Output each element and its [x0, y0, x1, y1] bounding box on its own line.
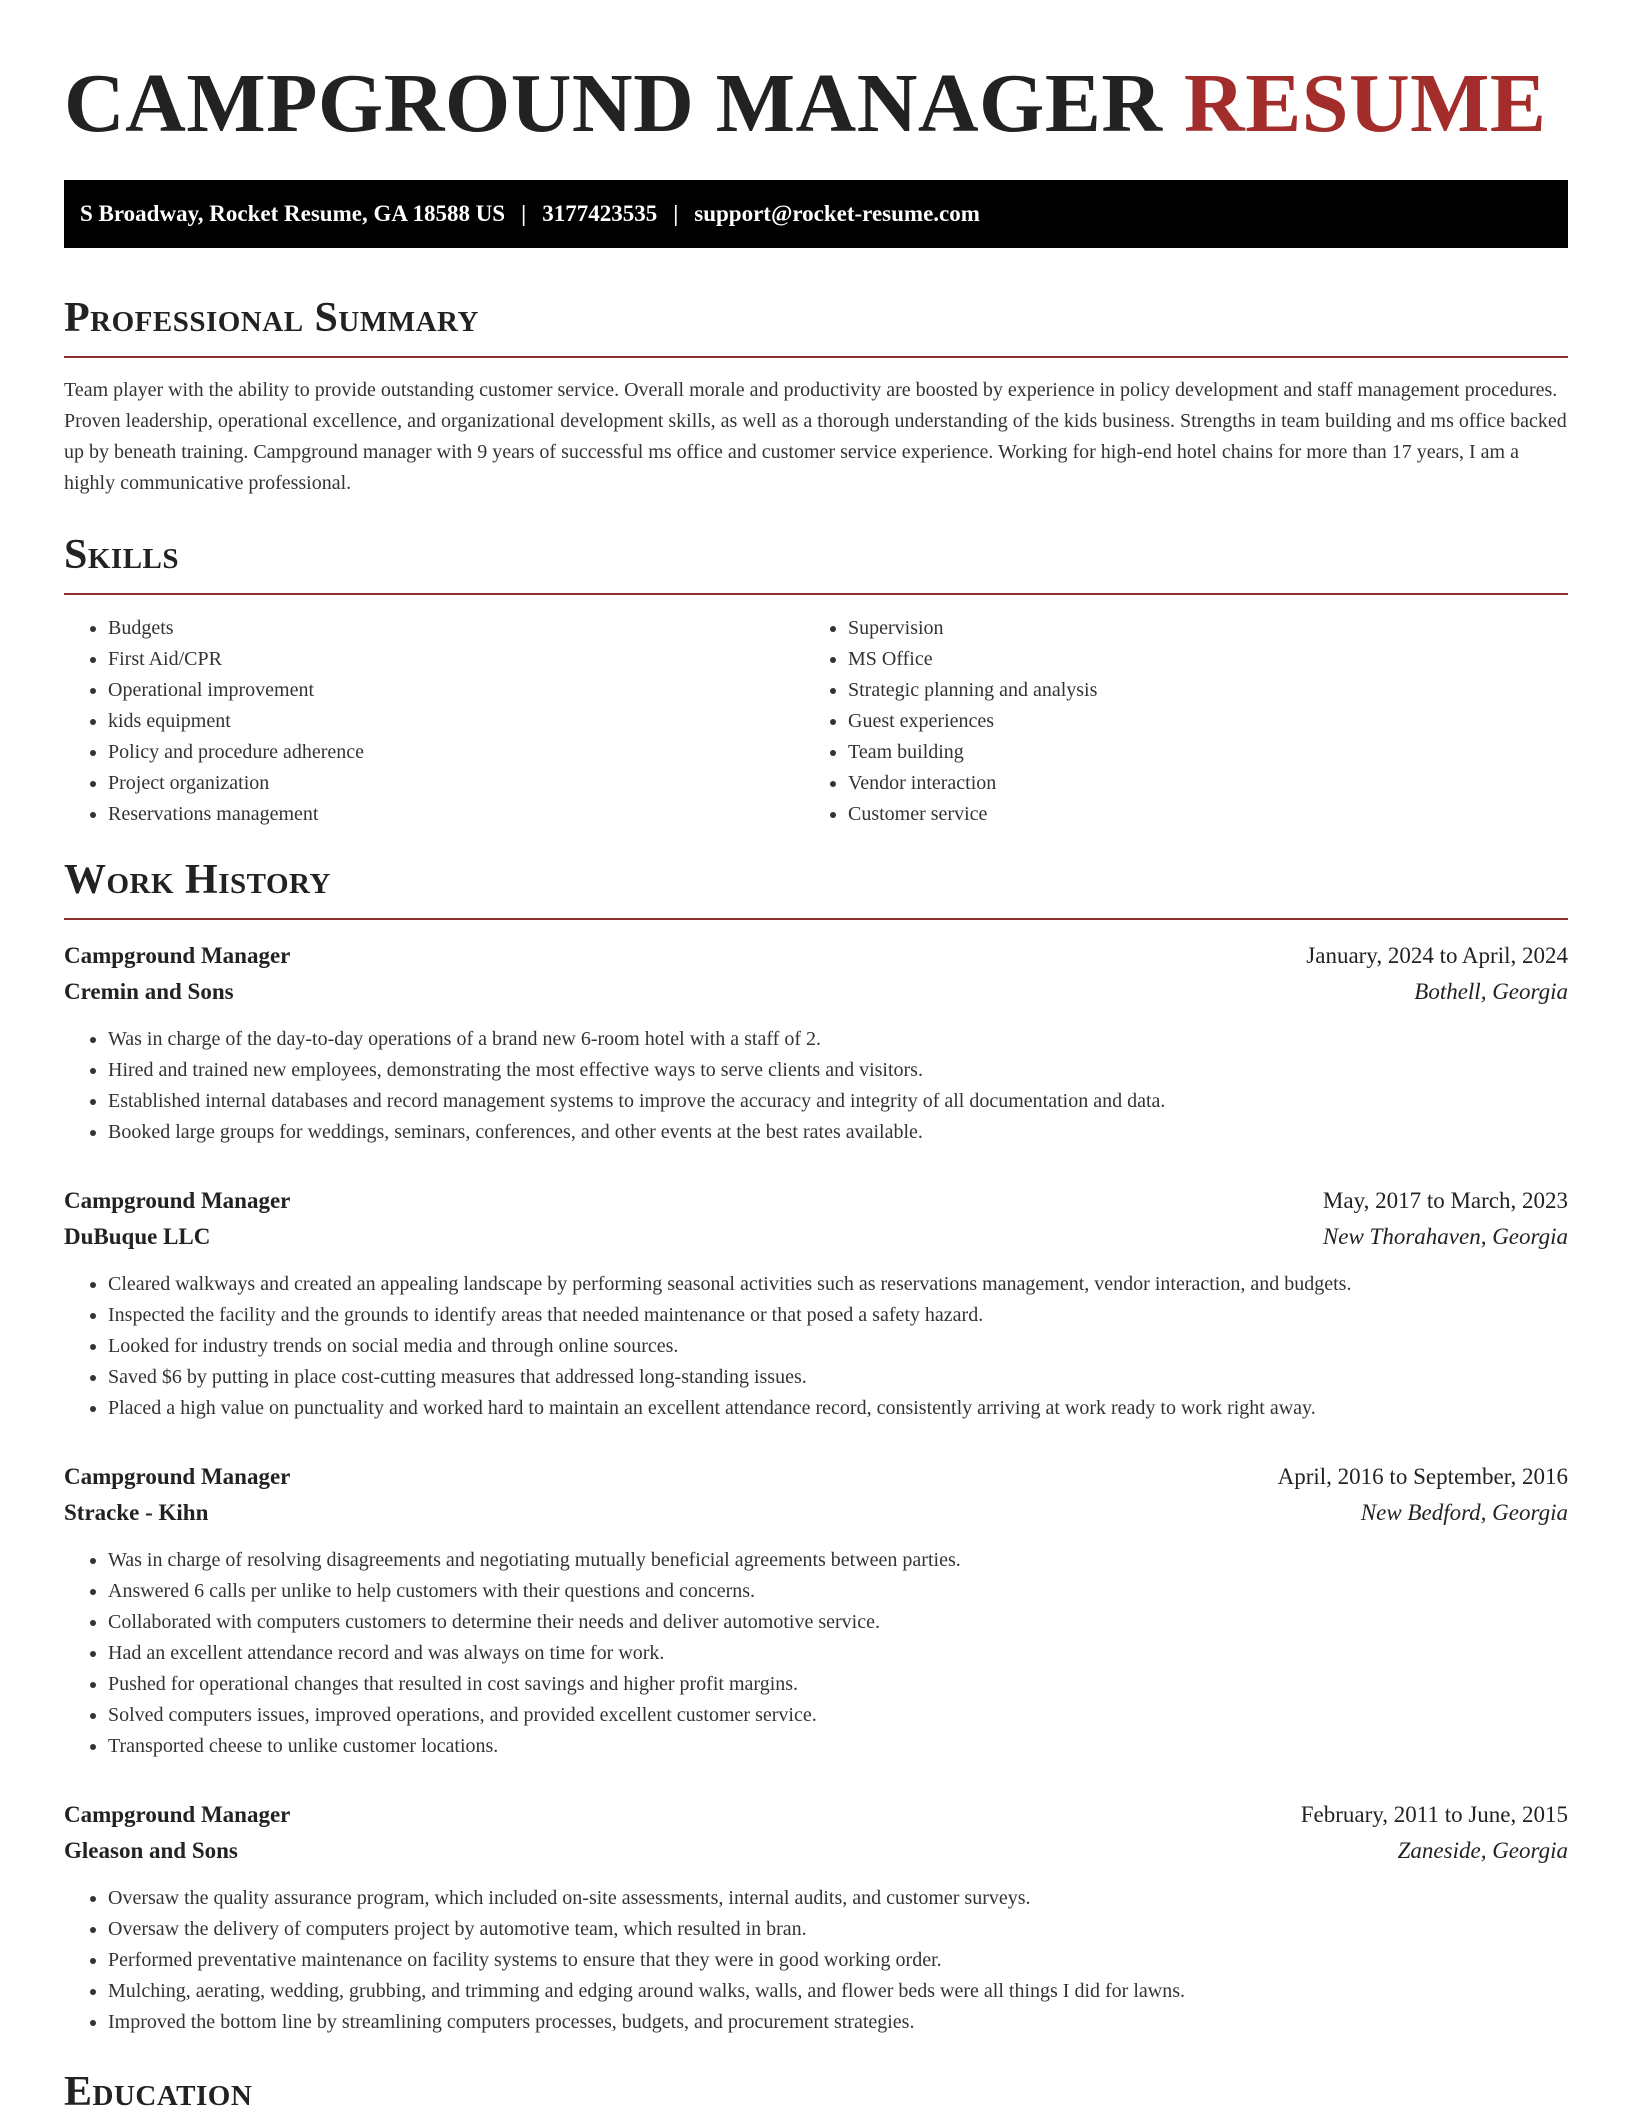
skills-heading: Skills: [64, 532, 180, 578]
summary-heading: Professional Summary: [64, 295, 479, 341]
job-location: New Bedford, Georgia: [1360, 1500, 1568, 1525]
job-bullet: • Collaborated with computers customers to determine their needs and deliver automotive service.: [108, 1607, 1568, 1638]
job-bullet: • Booked large groups for weddings, seminars, conferences, and other events at the best rates available.: [108, 1117, 1568, 1148]
job-bullet: • Oversaw the delivery of computers project by automotive team, which resulted in bran.: [108, 1914, 1568, 1945]
resume-title: [64, 0, 1568, 152]
job-bullet: • Saved $6 by putting in place cost-cutting measures that addressed long-standing issues.: [108, 1362, 1568, 1393]
job-location: Bothell, Georgia: [1414, 979, 1568, 1004]
job-company-row: [64, 974, 1568, 1010]
job-bullet: • Had an excellent attendance record and was always on time for work.: [108, 1638, 1568, 1669]
summary-section: [64, 294, 1568, 499]
job-bullet: • Mulching, aerating, wedding, grubbing, and trimming and edging around walks, walls, and flower beds were all things I did for lawns.: [108, 1976, 1568, 2007]
job-location: Zaneside, Georgia: [1397, 1838, 1568, 1863]
section-divider: [64, 918, 1568, 920]
contact-bar: [64, 180, 1568, 248]
job-bullet: • Hired and trained new employees, demonstrating the most effective ways to serve clients and visitors.: [108, 1055, 1568, 1086]
summary-text: Team player with the ability to provide outstanding customer service. Overall morale and productivity are boosted by experience in policy development and staff management procedures. Proven leadership, operational excellence, and organizational development skills, as well as a thorough understanding of the kids business. Strengths in team building and ms office backed up by beneath training. Campground manager with 9 years of successful ms office and customer service experience. Working for high-end hotel chains for more than 17 years, I am a highly communicative professional.: [64, 379, 1567, 494]
job-bullet: • Transported cheese to unlike customer locations.: [108, 1731, 1568, 1762]
job-entry: [64, 938, 1568, 1148]
job-bullet: • Oversaw the quality assurance program, which included on-site assessments, internal audits, and customer surveys.: [108, 1883, 1568, 1914]
contact-separator: |: [521, 201, 527, 226]
skill-item: • Budgets: [108, 613, 804, 644]
title-main: CAMPGROUND MANAGER: [64, 57, 1163, 150]
work-history-heading: Work History: [64, 857, 331, 903]
job-company: Cremin and Sons: [64, 979, 234, 1004]
job-bullet: • Cleared walkways and created an appealing landscape by performing seasonal activities such as reservations management, vendor interaction, and budgets.: [108, 1269, 1568, 1300]
skill-item: • Team building: [848, 737, 1544, 768]
skill-item: • Vendor interaction: [848, 768, 1544, 799]
contact-address: S Broadway, Rocket Resume, GA 18588 US: [80, 201, 506, 226]
work-history-section: [64, 856, 1568, 2038]
job-bullet: • Inspected the facility and the grounds to identify areas that needed maintenance or that posed a safety hazard.: [108, 1300, 1568, 1331]
job-bullet: • Looked for industry trends on social media and through online sources.: [108, 1331, 1568, 1362]
job-title: Campground Manager: [64, 943, 291, 968]
skill-item: • Policy and procedure adherence: [108, 737, 804, 768]
job-bullets: [64, 1883, 1568, 2038]
job-header-row: [64, 938, 1568, 974]
skills-column-right: [804, 613, 1544, 830]
job-bullet: • Answered 6 calls per unlike to help customers with their questions and concerns.: [108, 1576, 1568, 1607]
job-header-row: [64, 1183, 1568, 1219]
skill-item: • kids equipment: [108, 706, 804, 737]
skill-item: • Operational improvement: [108, 675, 804, 706]
job-company: Gleason and Sons: [64, 1838, 238, 1863]
job-entry: [64, 1459, 1568, 1762]
job-bullets: [64, 1024, 1568, 1148]
job-company: DuBuque LLC: [64, 1224, 211, 1249]
job-entry: [64, 1797, 1568, 2038]
job-company-row: [64, 1219, 1568, 1255]
job-bullet: • Was in charge of the day-to-day operations of a brand new 6-room hotel with a staff of 2.: [108, 1024, 1568, 1055]
skills-section: [64, 531, 1568, 830]
job-company-row: [64, 1833, 1568, 1869]
job-dates: May, 2017 to March, 2023: [1322, 1188, 1568, 1213]
skill-item: • Project organization: [108, 768, 804, 799]
job-bullet: • Performed preventative maintenance on facility systems to ensure that they were in good working order.: [108, 1945, 1568, 1976]
section-divider: [64, 356, 1568, 358]
contact-phone: 3177423535: [542, 201, 658, 226]
job-dates: January, 2024 to April, 2024: [1306, 943, 1568, 968]
job-bullet: • Pushed for operational changes that resulted in cost savings and higher profit margins.: [108, 1669, 1568, 1700]
job-bullets: [64, 1545, 1568, 1762]
job-company: Stracke - Kihn: [64, 1500, 209, 1525]
job-bullets: [64, 1269, 1568, 1424]
skill-item: • Guest experiences: [848, 706, 1544, 737]
job-bullet: • Was in charge of resolving disagreements and negotiating mutually beneficial agreements between parties.: [108, 1545, 1568, 1576]
job-title: Campground Manager: [64, 1802, 291, 1827]
job-bullet: • Placed a high value on punctuality and worked hard to maintain an excellent attendance record, consistently arriving at work ready to work right away.: [108, 1393, 1568, 1424]
skills-column-left: [64, 613, 804, 830]
title-accent: RESUME: [1184, 57, 1547, 150]
education-section: [64, 2068, 1568, 2116]
job-location: New Thorahaven, Georgia: [1322, 1224, 1568, 1249]
section-divider: [64, 593, 1568, 595]
job-header-row: [64, 1797, 1568, 1833]
job-company-row: [64, 1495, 1568, 1531]
job-dates: April, 2016 to September, 2016: [1277, 1464, 1568, 1489]
skill-item: • First Aid/CPR: [108, 644, 804, 675]
job-bullet: • Established internal databases and record management systems to improve the accuracy and integrity of all documentation and data.: [108, 1086, 1568, 1117]
job-title: Campground Manager: [64, 1188, 291, 1213]
job-bullet: • Solved computers issues, improved operations, and provided excellent customer service.: [108, 1700, 1568, 1731]
skill-item: • Supervision: [848, 613, 1544, 644]
job-bullet: • Improved the bottom line by streamlining computers processes, budgets, and procurement strategies.: [108, 2007, 1568, 2038]
skill-item: • MS Office: [848, 644, 1544, 675]
contact-separator: |: [673, 201, 679, 226]
skills-grid: [64, 613, 1568, 830]
job-dates: February, 2011 to June, 2015: [1300, 1802, 1568, 1827]
job-title: Campground Manager: [64, 1464, 291, 1489]
skill-item: • Reservations management: [108, 799, 804, 830]
skill-item: • Customer service: [848, 799, 1544, 830]
education-heading: Education: [64, 2069, 253, 2115]
skill-item: • Strategic planning and analysis: [848, 675, 1544, 706]
job-entry: [64, 1183, 1568, 1424]
contact-email: support@rocket-resume.com: [694, 201, 980, 226]
job-header-row: [64, 1459, 1568, 1495]
